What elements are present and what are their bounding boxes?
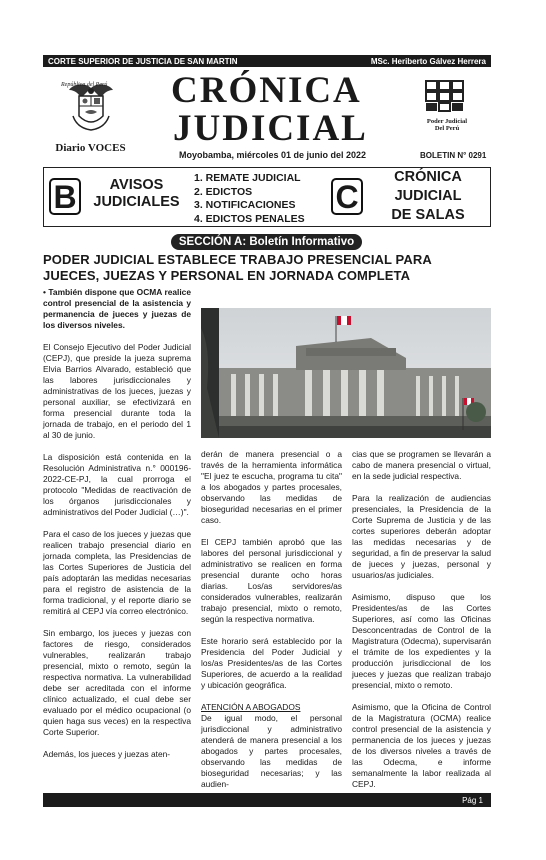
list-item: 1. REMATE JUDICIAL [194,172,301,184]
paragraph: El Consejo Ejecutivo del Poder Judicial (CEPJ), que preside la jueza suprema Elvia Barrios Alvarado, estableció que las labores jurisdiccionales y administrativas de los jueces, juezas y personal auxiliar, se efectivizará en forma presencial durante toda la jornada de trabajo, en el periodo del 1 al 30 de junio. [43,342,191,440]
title-cronica: CRÓNICA [171,70,362,111]
paragraph: Asimismo, que la Oficina de Control de la Magistratura (OCMA) realice control presencial de la asistencia y permanencia de los jueces y juezas de los diversos niveles a través de las Odecma, e informe semanalmente la labor realizada al CEPJ. [352,702,491,789]
poder-judicial-name [411,118,483,133]
article-column-1 [43,287,191,771]
top-bar [43,55,491,67]
paragraph: Para el caso de los jueces y juezas que realicen trabajo presencial diario en jornada completa, las Presidencias de las Cortes Superiores de Justicia del país adoptarán las medidas necesarias para el registro de asistencia de la forma tradicional, y el reporte diario se remitirá al CEPJ vía correo electrónico. [43,529,191,616]
avisos-judiciales-label [84,177,189,210]
list-item: 4. EDICTOS PENALES [194,212,305,225]
paragraph: El CEPJ también aprobó que las labores del personal jurisdiccional y administrativo se realicen en forma presencial durante ocho horas diarias. Los/as servidores/as considerados vulnerables, realizarán trabajo presencial, mixto o remoto, según la respectiva normativa. [201,537,342,624]
palace-of-justice-photo [201,308,491,438]
avisos-line1: AVISOS [109,177,164,193]
paragraph: Asimismo, dispuso que los Presidentes/as de las Cortes Superiores, así como las Oficinas Desconcentradas de Control de la Magistratura (Odecma), supervisarán el trámite de los expedientes y la producción jurisdiccional de los jueces y juezas que realizan trabajo presencial, mixto o remoto. [352,592,491,690]
paragraph: La disposición está contenida en la Resolución Administrativa n.° 000196-2022-CE-PJ, la cual prorroga el protocolo "Medidas de reactivación de los órganos jurisdiccionales y administrativos del Poder Judicial (…)". [43,452,191,517]
diario-voces-label: Diario VOCES [55,142,126,154]
article-column-3 [352,449,491,801]
paragraph: Sin embargo, los jueces y juezas con factores de riesgo, considerados vulnerables, realizarán trabajo presencial, mixto o remoto, según la respectiva normativa. La vulnerabilidad debe ser acreditada con el informe clínico actualizado, el cual debe ser evaluado por el médico ocupacional (o quien haga sus veces) en la respectiva Corte Superior. [43,628,191,737]
seal-arc-text: República del Perú [61,82,108,88]
footer-bar [43,793,491,807]
section-a-pill: SECCIÓN A: Boletín Informativo [171,234,362,250]
paragraph: Este horario será establecido por la Presidencia del Poder Judicial y los/as Presidentes/as de las Cortes Superiores, de acuerdo a la realidad y ubicación geográfica. [201,636,342,690]
sections-index [43,167,491,227]
article-lead: • También dispone que OCMA realice control presencial de la asistencia y permanencia de jueces y juezas de los diversos niveles. [43,287,191,330]
avisos-line2: JUDICIALES [93,193,180,210]
court-name: CORTE SUPERIOR DE JUSTICIA DE SAN MARTIN [48,56,238,66]
poder-judicial-logo-icon [425,80,465,112]
pj-name-line2: Del Perú [434,125,460,133]
cronica-line2: JUDICIAL [394,188,462,204]
avisos-list [194,172,305,226]
article-column-2 [201,449,342,801]
boletin-number: BOLETIN N° 0291 [420,151,487,160]
paragraph: cias que se programen se llevarán a cabo de manera presencial o virtual, en la sede judicial respectiva. [352,449,491,481]
paragraph: derán de manera presencial o a través de la herramienta informática "El juez te escucha, programa tu cita" a los abogados y partes procesales, observando las medidas de bioseguridad necesarias en el primer caso. [201,449,342,525]
cronica-line1: CRÓNICA [394,169,462,185]
pj-name-line1: Poder Judicial [426,118,468,125]
dateline: Moyobamba, miércoles 01 de junio del 2022 [179,150,367,160]
cronica-line3: DE SALAS [391,207,465,223]
paragraph: De igual modo, el personal jurisdiccional y administrativo atenderá de manera presencial a los abogados y partes procesales, observando las medidas de bioseguridad necesarias; y las audien- [201,713,342,789]
subheading-atencion-abogados: ATENCIÓN A ABOGADOS [201,702,301,712]
cronica-salas-label [372,168,484,225]
section-b-letter: B [49,178,81,215]
list-item: 2. EDICTOS [194,185,253,198]
paragraph: Para la realización de audiencias presenciales, la Presidencia de la Corte Suprema de Justicia y de las cortes superiores deberán adoptar las medidas necesarias y de seguridad, a fin de preservar la salud de jueces y juezas, personal y usuarios/as judiciales. [352,493,491,580]
diario-voces-seal [53,76,128,156]
article-headline: PODER JUDICIAL ESTABLECE TRABAJO PRESENCIAL PARA JUECES, JUEZAS Y PERSONAL EN JORNADA COMPLETA [43,252,432,283]
masthead [43,70,491,165]
list-item: 3. NOTIFICACIONES [194,199,296,211]
page-number: Pág 1 [462,795,483,805]
section-c-letter: C [331,178,363,215]
paragraph: Además, los jueces y juezas aten- [43,749,171,759]
author-name: MSc. Heriberto Gálvez Herrera [370,56,486,66]
title-judicial: JUDICIAL [173,108,368,149]
